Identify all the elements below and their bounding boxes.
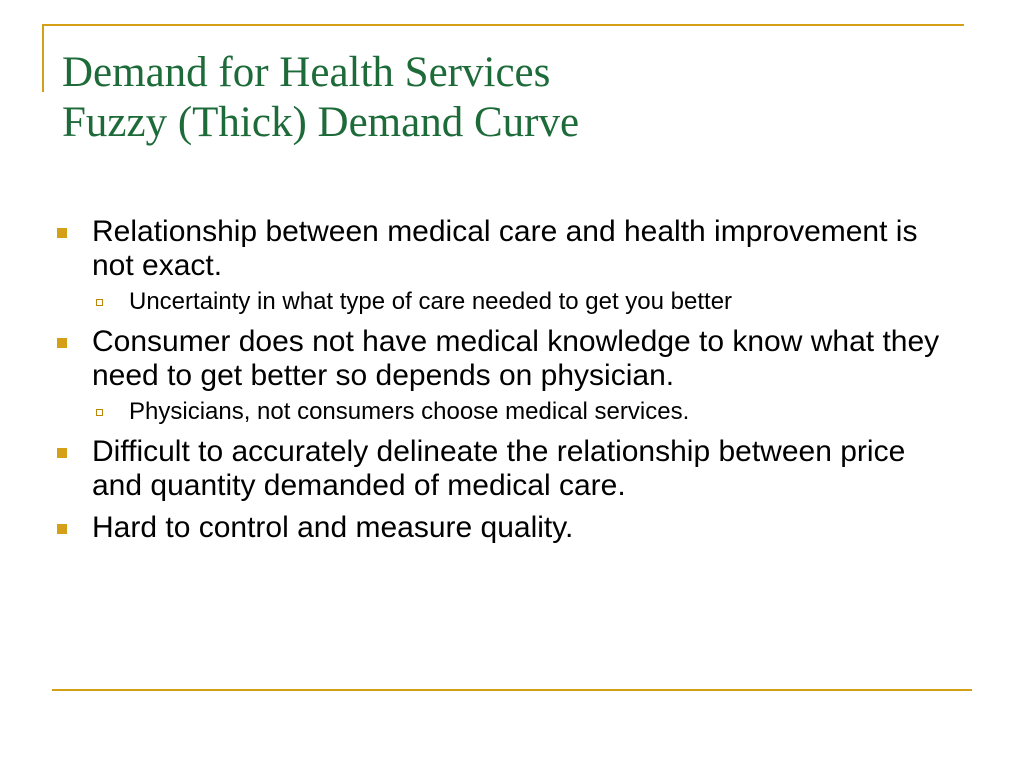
sub-bullet-list bbox=[92, 287, 956, 317]
bottom-rule-line bbox=[52, 689, 972, 691]
bullet-item bbox=[56, 325, 956, 427]
square-bullet-icon bbox=[57, 524, 67, 534]
square-bullet-icon bbox=[57, 448, 67, 458]
bullet-item bbox=[56, 435, 956, 503]
hollow-square-bullet-icon bbox=[96, 409, 103, 416]
sub-bullet-text: Uncertainty in what type of care needed to get you better bbox=[129, 288, 733, 315]
square-bullet-icon bbox=[57, 338, 67, 348]
title-line-2: Fuzzy (Thick) Demand Curve bbox=[62, 99, 580, 146]
sub-bullet-item bbox=[92, 397, 956, 427]
sub-bullet-item bbox=[92, 287, 956, 317]
bullet-list bbox=[56, 215, 956, 553]
sub-bullet-text: Physicians, not consumers choose medical services. bbox=[129, 398, 690, 425]
square-bullet-icon bbox=[57, 228, 67, 238]
hollow-square-bullet-icon bbox=[96, 299, 103, 306]
top-border-line bbox=[42, 24, 964, 26]
sub-bullet-list bbox=[92, 397, 956, 427]
bullet-item bbox=[56, 511, 956, 545]
left-border-line bbox=[42, 24, 44, 92]
bullet-item bbox=[56, 215, 956, 317]
bullet-text: Difficult to accurately delineate the relationship between price and quantity demanded of medical care. bbox=[92, 435, 906, 502]
title-line-1: Demand for Health Services bbox=[62, 49, 551, 96]
slide-title bbox=[62, 48, 579, 148]
bullet-text: Consumer does not have medical knowledge to know what they need to get better so depends on physician. bbox=[92, 325, 940, 392]
bullet-text: Hard to control and measure quality. bbox=[92, 511, 574, 544]
bullet-text: Relationship between medical care and health improvement is not exact. bbox=[92, 215, 918, 282]
